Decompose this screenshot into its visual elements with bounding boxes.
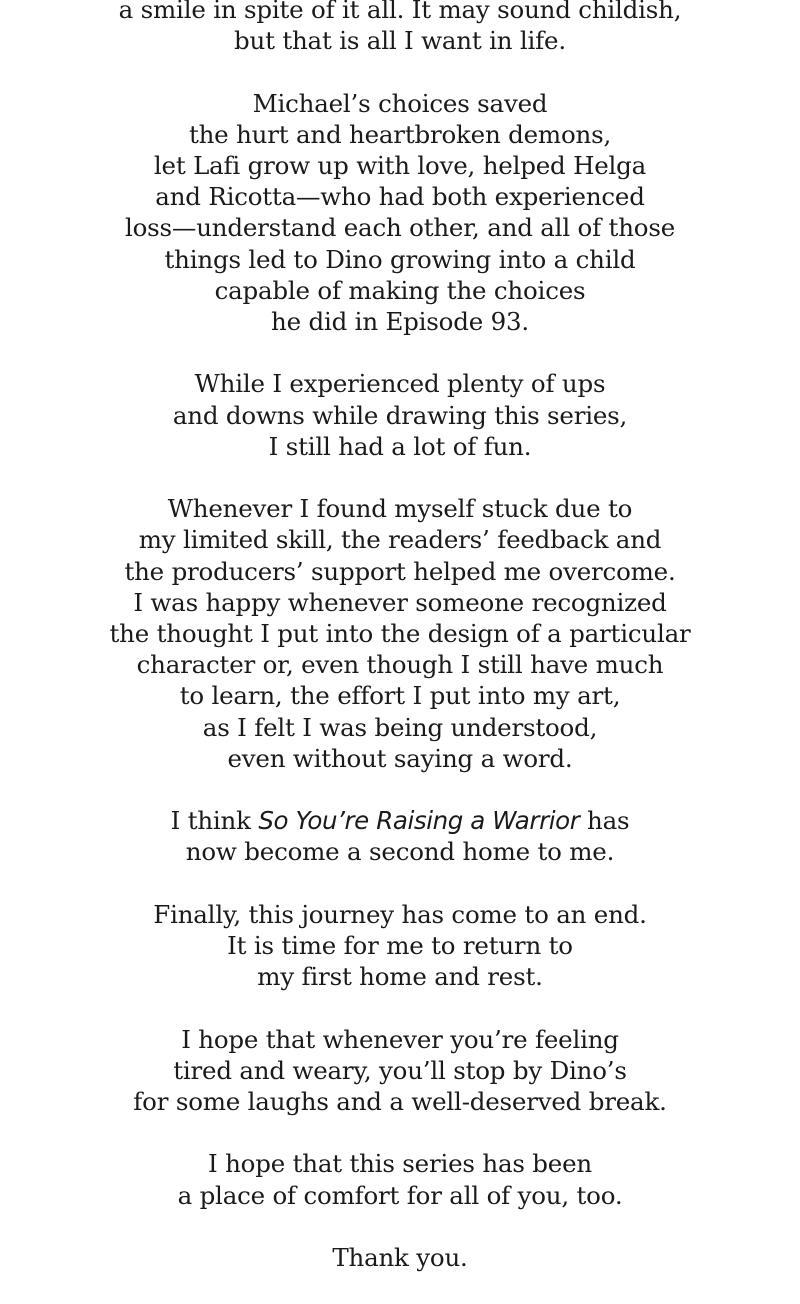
- text-line: to learn, the effort I put into my art,: [179, 681, 621, 711]
- paragraph-comfort: [0, 1148, 800, 1210]
- text-line: the hurt and heartbroken demons,: [188, 119, 612, 149]
- text-fragment: has: [579, 806, 630, 836]
- text-line: I hope that whenever you’re feeling: [181, 1024, 619, 1054]
- text-line: the thought I put into the design of a particular: [109, 619, 691, 649]
- text-line: I still had a lot of fun.: [268, 431, 532, 461]
- text-fragment: I think: [170, 806, 259, 836]
- paragraph-second-home: [0, 805, 800, 867]
- text-line: I was happy whenever someone recognized: [133, 587, 667, 617]
- text-line: things led to Dino growing into a child: [164, 244, 636, 274]
- text-line: I hope that this series has been: [208, 1149, 592, 1179]
- text-line: Michael’s choices saved: [252, 88, 548, 118]
- text-line: character or, even though I still have much: [136, 650, 664, 680]
- paragraph-journey-end: [0, 899, 800, 993]
- text-line: capable of making the choices: [214, 275, 586, 305]
- text-line: Finally, this journey has come to an end.: [153, 899, 647, 929]
- text-line: my first home and rest.: [257, 962, 543, 992]
- text-line: and downs while drawing this series,: [172, 400, 628, 430]
- text-line: the producers’ support helped me overcome.: [124, 556, 676, 586]
- paragraph-michael-choices: [0, 88, 800, 338]
- text-line: While I experienced plenty of ups: [194, 369, 606, 399]
- text-line: let Lafi grow up with love, helped Helga: [153, 151, 647, 180]
- text-line: [0, 805, 800, 836]
- text-line: loss—understand each other, and all of those: [125, 213, 675, 243]
- text-line: for some laughs and a well-deserved break.: [133, 1087, 667, 1117]
- text-line: Thank you.: [332, 1243, 468, 1272]
- paragraph-stop-by: [0, 1024, 800, 1118]
- text-line: It is time for me to return to: [227, 931, 573, 961]
- text-line: now become a second home to me.: [185, 837, 615, 867]
- text-line: my limited skill, the readers’ feedback and: [138, 525, 662, 555]
- paragraph-childish-wish: [0, 0, 800, 56]
- series-title: So You’re Raising a Warrior: [258, 806, 580, 836]
- paragraph-thanks: [0, 1242, 800, 1273]
- text-line: he did in Episode 93.: [271, 307, 529, 337]
- text-line: tired and weary, you’ll stop by Dino’s: [173, 1055, 627, 1085]
- text-line: a smile in spite of it all. It may sound childish,: [118, 0, 682, 24]
- paragraph-ups-and-downs: [0, 368, 800, 462]
- text-line: even without saying a word.: [227, 743, 573, 773]
- text-line: but that is all I want in life.: [234, 26, 566, 56]
- text-line: and Ricotta—who had both experienced: [155, 182, 645, 212]
- text-line: Whenever I found myself stuck due to: [167, 494, 633, 524]
- text-line: as I felt I was being understood,: [202, 712, 598, 742]
- paragraph-feedback: [0, 493, 800, 774]
- text-line: a place of comfort for all of you, too.: [177, 1180, 623, 1210]
